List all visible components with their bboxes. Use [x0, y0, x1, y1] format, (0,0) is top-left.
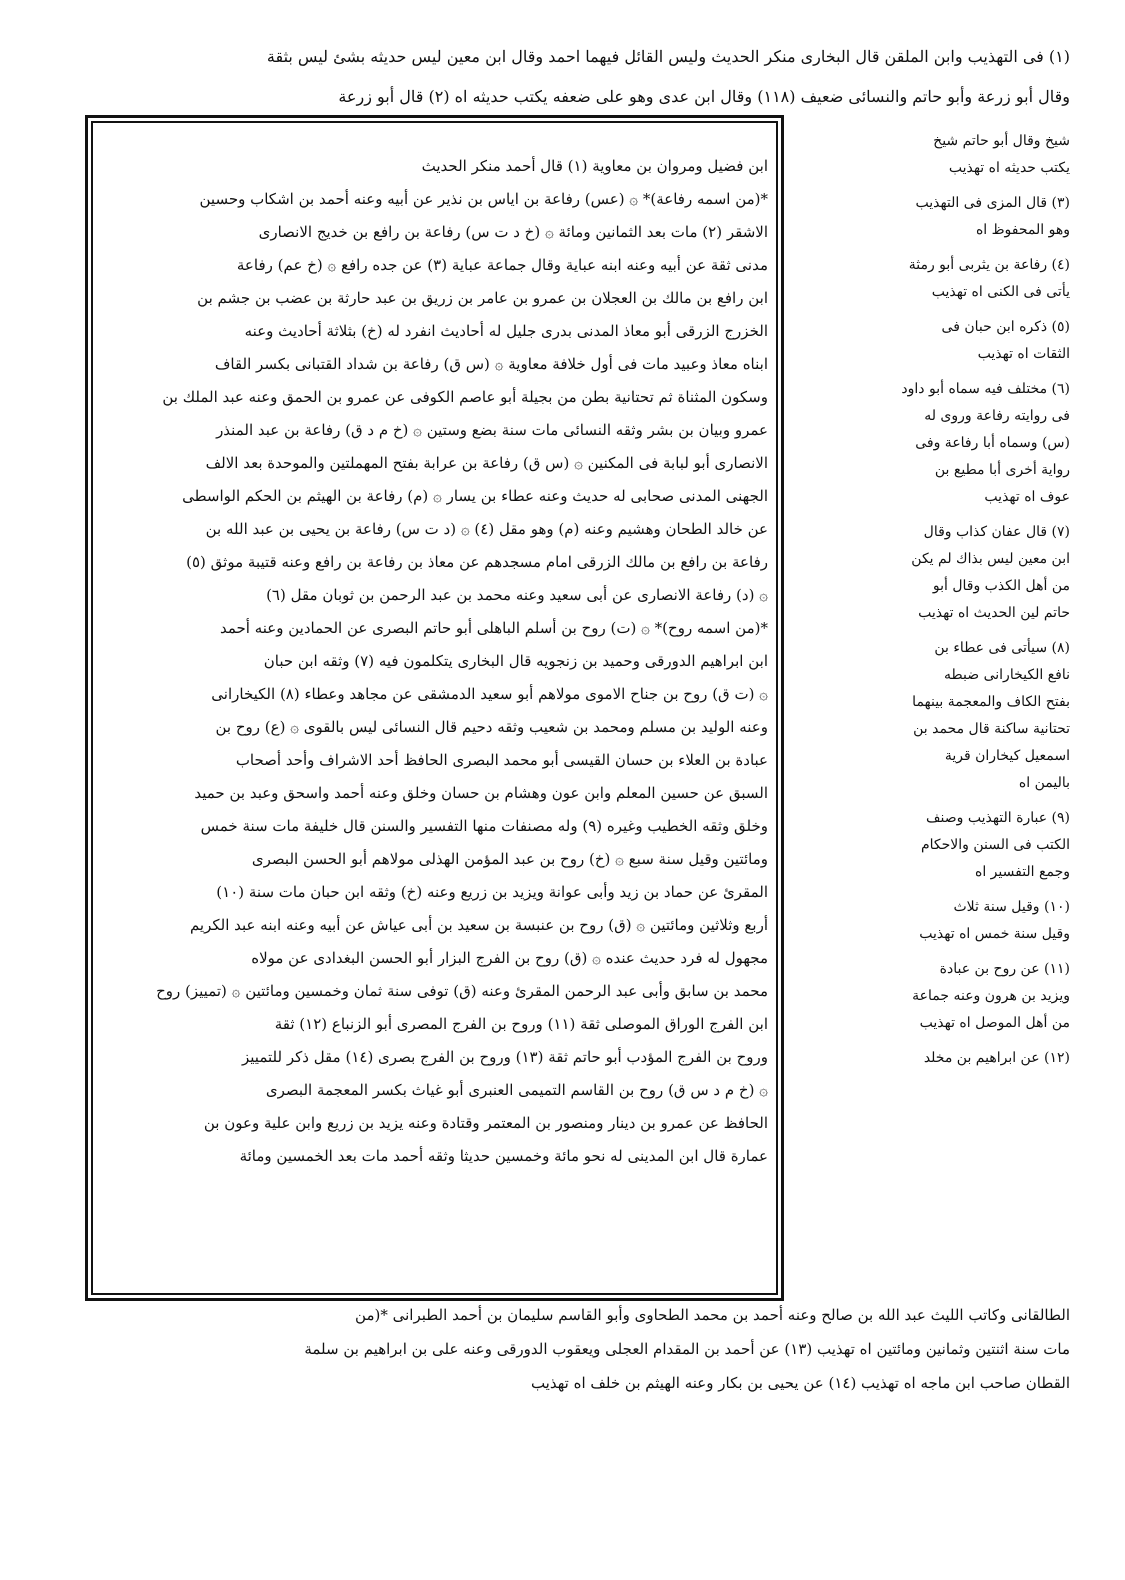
footer-note-line: مات سنة اثنتين وثمانين ومائتين اه تهذيب (١٣) عن أحمد بن المقدام العجلى ويعقوب الدورقى وعنه على بن ابراهيم بن سلمة	[304, 1340, 1070, 1358]
side-note-line: (١٠) وقيل سنة ثلاث	[953, 899, 1070, 915]
main-text-line: وروح بن الفرج المؤدب أبو حاتم ثقة (١٣) وروح بن الفرج بصرى (١٤) مقل ذكر للتمييز	[242, 1048, 768, 1066]
main-text-line: وخلق وثقه الخطيب وغيره (٩) وله مصنفات منها التفسير والسنن قال خليفة مات سنة خمس	[200, 817, 768, 835]
main-text-line: الحافظ عن عمرو بن دينار ومنصور بن المعتمر وقتادة وعنه يزيد بن زريع وابن علية وعون بن	[203, 1114, 768, 1132]
side-note-line: يأتى فى الكنى اه تهذيب	[931, 284, 1070, 300]
main-text-line: عبادة بن العلاء بن حسان القيسى أبو محمد البصرى الحافظ أحد الاشراف وأحد أصحاب	[235, 751, 768, 769]
side-note-line: الثقات اه تهذيب	[977, 346, 1070, 362]
main-text-line: عمرو وبيان بن بشر وثقه النسائى مات سنة بضع وستين ۞ (خ م د ق) رفاعة بن عبد المنذر	[216, 421, 768, 439]
side-note-line: (١١) عن روح بن عبادة	[939, 961, 1070, 977]
side-note-line: تحتانية ساكنة قال محمد بن	[913, 721, 1070, 737]
main-text-line: عمارة قال ابن المدينى له نحو مائة وخمسين حديثا وثقه أحمد مات بعد الخمسين ومائة	[239, 1147, 768, 1165]
side-note-line: باليمن اه	[1018, 775, 1070, 791]
side-note-line: فى روايته رفاعة وروى له	[924, 408, 1070, 424]
side-note-line: (٥) ذكره ابن حبان فى	[941, 319, 1070, 335]
side-note-line: من أهل الكذب وقال أبو	[932, 578, 1070, 594]
side-note-line: (٣) قال المزى فى التهذيب	[915, 195, 1070, 211]
main-text-line: مدنى ثقة عن أبيه وعنه ابنه عباية وقال جماعة عباية (٣) عن جده رافع ۞ (خ عم) رفاعة	[236, 256, 768, 274]
main-text-line: ۞ (خ م د س ق) روح بن القاسم التميمى العنبرى أبو غياث بكسر المعجمة البصرى	[265, 1081, 768, 1099]
side-note-line: وجمع التفسير اه	[975, 864, 1070, 880]
main-text-line: *(من اسمه رفاعة)* ۞ (عس) رفاعة بن اياس بن نذير عن أبيه وعنه أحمد بن اشكاب وحسين	[199, 190, 768, 208]
main-text-line: *(من اسمه روح)* ۞ (ت) روح بن أسلم الباهلى أبو حاتم البصرى عن الحمادين وعنه أحمد	[219, 619, 768, 637]
main-text-line: ابن فضيل ومروان بن معاوية (١) قال أحمد منكر الحديث	[421, 157, 768, 175]
side-note-line: عوف اه تهذيب	[984, 489, 1070, 505]
side-note-line: (١٢) عن ابراهيم بن مخلد	[923, 1050, 1070, 1066]
main-text-line: وعنه الوليد بن مسلم ومحمد بن شعيب وثقه دحيم قال النسائى ليس بالقوى ۞ (ع) روح بن	[215, 718, 768, 736]
side-note-line: ابن معين ليس بذاك لم يكن	[911, 551, 1070, 567]
side-note-line: من أهل الموصل اه تهذيب	[919, 1015, 1070, 1031]
main-text-line: ۞ (ت ق) روح بن جناح الاموى مولاهم أبو سعيد الدمشقى عن مجاهد وعطاء (٨) الكيخارانى	[211, 685, 768, 703]
main-text-line	[100, 1239, 768, 1272]
main-text-line: السبق عن حسين المعلم وابن عون وهشام بن حسان وخلق وعنه أحمد واسحق وعبد بن حميد	[194, 784, 768, 802]
main-text-line: ابناه معاذ وعبيد مات فى أول خلافة معاوية ۞ (س ق) رفاعة بن شداد القتبانى بكسر القاف	[214, 355, 768, 373]
side-note-line: حاتم لين الحديث اه تهذيب	[918, 605, 1070, 621]
main-text-line: ابن الفرج الوراق الموصلى ثقة (١١) وروح بن الفرج المصرى أبو الزنباع (١٢) ثقة	[274, 1015, 768, 1033]
main-text-line: ۞ (د) رفاعة الانصارى عن أبى سعيد وعنه محمد بن عبد الرحمن بن ثوبان مقل (٦)	[266, 586, 768, 604]
side-note-line: (٨) سيأتى فى عطاء بن	[934, 640, 1070, 656]
side-note-line: وقيل سنة خمس اه تهذيب	[919, 926, 1070, 942]
side-note-line: (٩) عبارة التهذيب وصنف	[926, 810, 1070, 826]
main-text-line	[100, 1206, 768, 1239]
main-text-line: مجهول له فرد حديث عنده ۞ (ق) روح بن الفرج البزار أبو الحسن البغدادى عن مولاه	[251, 949, 768, 967]
side-note-line: بفتح الكاف والمعجمة بينهما	[912, 694, 1070, 710]
side-note-line: يكتب حديثه اه تهذيب	[948, 160, 1070, 176]
main-text-line: أربع وثلاثين ومائتين ۞ (ق) روح بن عنبسة بن سعيد بن أبى عياش عن أبيه وعنه ابنه عبد الكريم	[189, 916, 768, 934]
main-text-line	[100, 1173, 768, 1206]
main-text-line: الانصارى أبو لبابة فى المكنين ۞ (س ق) رفاعة بن عرابة بفتح المهملتين والموحدة بعد الالف	[205, 454, 768, 472]
main-text-line: الخزرج الزرقى أبو معاذ المدنى بدرى جليل له أحاديث انفرد له (خ) بثلاثة أحاديث وعنه	[244, 322, 768, 340]
main-text-line: ابن ابراهيم الدورقى وحميد بن زنجويه قال البخارى يتكلمون فيه (٧) وثقه ابن حبان	[263, 652, 768, 670]
side-note-line: شيخ وقال أبو حاتم شيخ	[933, 133, 1070, 149]
main-text-line: الجهنى المدنى صحابى له حديث وعنه عطاء بن يسار ۞ (م) رفاعة بن الهيثم بن الحكم الواسطى	[182, 487, 768, 505]
side-note-line: اسمعيل كيخاران قرية	[944, 748, 1070, 764]
side-note-line: رواية أخرى أبا مطيع بن	[934, 462, 1070, 478]
footer-note-line: الطالقانى وكاتب الليث عبد الله بن صالح وعنه أحمد بن محمد الطحاوى وأبو القاسم سليمان بن أحمد الطبرانى *(من	[355, 1306, 1070, 1324]
side-note-line: (٤) رفاعة بن يثربى أبو رمثة	[908, 257, 1070, 273]
main-text-line: رفاعة بن رافع بن مالك الزرقى امام مسجدهم عن معاذ بن رفاعة بن رافع وعنه قتيبة موثق (٥)	[186, 553, 768, 571]
footer-note-line: القطان صاحب ابن ماجه اه تهذيب (١٤) عن يحيى بن بكار وعنه الهيثم بن خلف اه تهذيب	[530, 1374, 1070, 1392]
main-text-line: وسكون المثناة ثم تحتانية بطن من بجيلة أبو عاصم الكوفى عن عمرو بن الحمق وعنه عبد الملك بن	[162, 388, 768, 406]
main-text-line: الاشقر (٢) مات بعد الثمانين ومائة ۞ (خ د ت س) رفاعة بن رافع بن خديج الانصارى	[258, 223, 768, 241]
header-note-line: (١) فى التهذيب وابن الملقن قال البخارى منكر الحديث وليس القائل فيهما احمد وقال ابن معين ليس حديثه بشئ ليس بثقة	[266, 47, 1070, 66]
side-note-line: وهو المحفوظ اه	[975, 222, 1070, 238]
main-text-line: ابن رافع بن مالك بن العجلان بن عمرو بن عامر بن زريق بن عبد حارثة بن عضب بن جشم بن	[197, 289, 768, 307]
main-text-line: المقرئ عن حماد بن زيد وأبى عوانة ويزيد بن زريع وعنه (خ) وثقه ابن حبان مات سنة (١٠)	[216, 883, 768, 901]
main-text-line: محمد بن سابق وأبى عبد الرحمن المقرئ وعنه (ق) توفى سنة ثمان وخمسين ومائتين ۞ (تمييز) روح	[156, 982, 768, 1000]
main-text-line: عن خالد الطحان وهشيم وعنه (م) وهو مقل (٤) ۞ (د ت س) رفاعة بن يحيى بن عبد الله بن	[205, 520, 768, 538]
main-text-line: ومائتين وقيل سنة سبع ۞ (خ) روح بن عبد المؤمن الهذلى مولاهم أبو الحسن البصرى	[251, 850, 768, 868]
side-note-line: نافع الكيخارانى ضبطه	[944, 667, 1070, 683]
side-note-line: (٦) مختلف فيه سماه أبو داود	[901, 381, 1070, 397]
header-note-line: وقال أبو زرعة وأبو حاتم والنسائى ضعيف (١١٨) وقال ابن عدى وهو على ضعفه يكتب حديثه اه (٢) قال أبو زرعة	[338, 87, 1070, 106]
side-note-line: ويزيد بن هرون وعنه جماعة	[912, 988, 1070, 1004]
side-note-line: (٧) قال عفان كذاب وقال	[923, 524, 1070, 540]
side-note-line: الكتب فى السنن والاحكام	[920, 837, 1070, 853]
side-note-line: (س) وسماه أبا رفاعة وفى	[915, 435, 1070, 451]
